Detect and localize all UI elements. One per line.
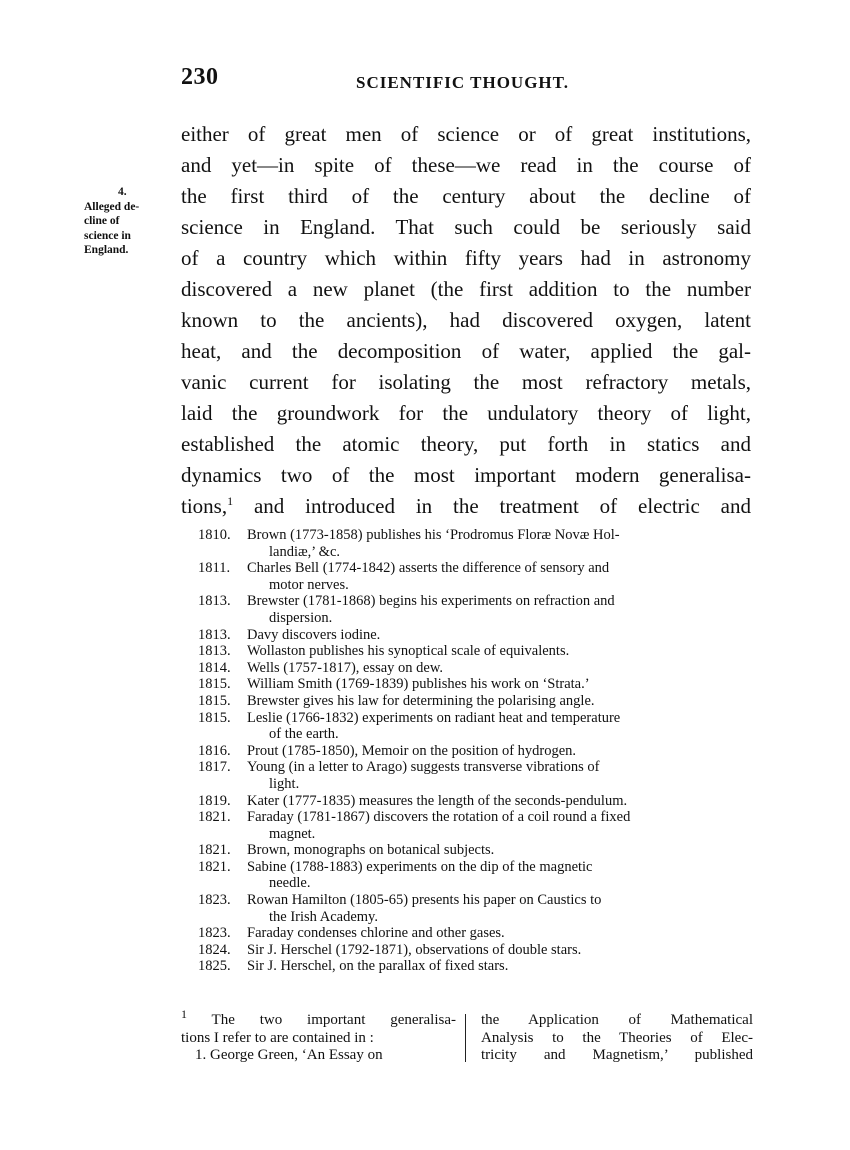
- chronology-entry: [198, 527, 753, 560]
- sidenote: [84, 185, 174, 258]
- chronology-line: Faraday condenses chlorine and other gases.: [247, 925, 505, 942]
- footnote-left-column: [181, 1007, 456, 1065]
- chronology-line: Kater (1777-1835) measures the length of the seconds-pendulum.: [247, 792, 628, 809]
- body-line: science in England. That such could be seriously said: [181, 215, 751, 239]
- chronology-continuation: dispersion.: [269, 609, 333, 626]
- chronology-continuation: light.: [269, 775, 300, 792]
- chronology-list: [198, 527, 753, 975]
- chronology-line: Brewster (1781-1868) begins his experiments on refraction and: [247, 593, 615, 610]
- footnote-line: tricity and Magnetism,’ published: [481, 1047, 753, 1063]
- chronology-line: Davy discovers iodine.: [247, 626, 381, 643]
- chronology-year: 1823.: [198, 925, 231, 942]
- body-text: [181, 119, 751, 522]
- chronology-year: 1817.: [198, 759, 231, 776]
- body-line: either of great men of science or of great institutions,: [181, 122, 751, 146]
- chronology-continuation: motor nerves.: [269, 576, 349, 593]
- chronology-entry: [198, 593, 753, 626]
- body-line-prefix: tions,: [181, 494, 228, 518]
- footnote-line: $^1$ The two important generalisa-: [181, 1007, 456, 1028]
- chronology-year: 1813.: [198, 626, 231, 643]
- chronology-text: [247, 676, 753, 693]
- chronology-line: Sabine (1788-1883) experiments on the dip of the magnetic: [247, 858, 593, 875]
- chronology-year: 1816.: [198, 742, 231, 759]
- chronology-year: 1813.: [198, 593, 231, 610]
- footnote-line: the Application of Mathematical: [481, 1012, 753, 1028]
- footnote-divider: [465, 1014, 466, 1062]
- chronology-text: [247, 859, 753, 892]
- chronology-line: Leslie (1766-1832) experiments on radiant heat and temperature: [247, 709, 621, 726]
- chronology-entry: [198, 643, 753, 660]
- chronology-entry: [198, 925, 753, 942]
- chronology-text: [247, 743, 753, 760]
- chronology-entry: [198, 809, 753, 842]
- chronology-entry: [198, 958, 753, 975]
- chronology-entry: [198, 942, 753, 959]
- chronology-year: 1815.: [198, 692, 231, 709]
- chronology-line: Rowan Hamilton (1805-65) presents his paper on Caustics to: [247, 892, 602, 909]
- chronology-line: Brown (1773-1858) publishes his ‘Prodromus Floræ Novæ Hol-: [247, 527, 620, 543]
- footnote-line: tions I refer to are contained in :: [181, 1029, 374, 1046]
- chronology-line: Prout (1785-1850), Memoir on the position of hydrogen.: [247, 742, 577, 759]
- chronology-year: 1825.: [198, 958, 231, 975]
- body-line: discovered a new planet (the first addition to the number: [181, 277, 751, 301]
- chronology-year: 1819.: [198, 792, 231, 809]
- chronology-line: Sir J. Herschel, on the parallax of fixed stars.: [247, 958, 509, 975]
- chronology-entry: [198, 660, 753, 677]
- chronology-entry: [198, 859, 753, 892]
- chronology-text: [247, 842, 753, 859]
- chronology-text: [247, 560, 753, 593]
- chronology-line: Faraday (1781-1867) discovers the rotation of a coil round a fixed: [247, 809, 631, 826]
- chronology-line: Young (in a letter to Arago) suggests transverse vibrations of: [247, 759, 600, 776]
- chronology-text: [247, 660, 753, 677]
- running-head: SCIENTIFIC THOUGHT.: [356, 73, 569, 92]
- chronology-entry: [198, 759, 753, 792]
- chronology-text: [247, 809, 753, 842]
- sidenote-line: Alleged de-: [84, 200, 140, 213]
- body-line: of a country which within fifty years had in astronomy: [181, 246, 751, 270]
- chronology-line: Wells (1757-1817), essay on dew.: [247, 659, 444, 676]
- chronology-year: 1810.: [198, 527, 231, 543]
- chronology-text: [247, 793, 753, 810]
- chronology-continuation: the Irish Academy.: [269, 908, 378, 925]
- chronology-line: Brewster gives his law for determining the polarising angle.: [247, 692, 595, 709]
- sidenote-line: science in: [84, 229, 131, 242]
- sidenote-line: cline of: [84, 215, 120, 227]
- footnote-reference: 1: [227, 494, 234, 508]
- sidenote-line: England.: [84, 244, 129, 256]
- chronology-text: [247, 527, 753, 560]
- chronology-text: [247, 693, 753, 710]
- chronology-continuation: of the earth.: [269, 726, 339, 743]
- chronology-year: 1813.: [198, 643, 231, 660]
- chronology-text: [247, 710, 753, 743]
- body-line: established the atomic theory, put forth in statics and: [181, 432, 751, 456]
- chronology-year: 1823.: [198, 892, 231, 909]
- chronology-year: 1824.: [198, 941, 231, 958]
- body-line: the first third of the century about the decline of: [181, 184, 751, 208]
- chronology-text: [247, 627, 753, 644]
- chronology-text: [247, 892, 753, 925]
- page-number: 230: [181, 64, 219, 90]
- body-line: dynamics two of the most important modern generalisa-: [181, 463, 751, 487]
- chronology-entry: [198, 560, 753, 593]
- footnote-marker: 1: [181, 1007, 187, 1021]
- chronology-line: Brown, monographs on botanical subjects.: [247, 842, 495, 859]
- chronology-entry: [198, 793, 753, 810]
- chronology-entry: [198, 627, 753, 644]
- body-line: laid the groundwork for the undulatory theory of light,: [181, 401, 751, 425]
- chronology-continuation: needle.: [269, 875, 311, 892]
- chronology-text: [247, 942, 753, 959]
- chronology-line: Sir J. Herschel (1792-1871), observations of double stars.: [247, 941, 582, 958]
- body-line: vanic current for isolating the most refractory metals,: [181, 370, 751, 394]
- sidenote-number: 4.: [118, 186, 127, 198]
- chronology-year: 1821.: [198, 842, 231, 859]
- body-line-last: [181, 491, 751, 522]
- footnote-right-column: [481, 1012, 753, 1065]
- chronology-year: 1815.: [198, 676, 231, 693]
- chronology-text: [247, 643, 753, 660]
- chronology-text: [247, 759, 753, 792]
- chronology-year: 1821.: [198, 858, 231, 875]
- chronology-entry: [198, 892, 753, 925]
- body-line-rest: and introduced in the treatment of electric and: [253, 494, 751, 518]
- body-line: heat, and the decomposition of water, applied the gal-: [181, 339, 751, 363]
- chronology-year: 1814.: [198, 659, 231, 676]
- chronology-year: 1821.: [198, 809, 231, 826]
- body-line: and yet—in spite of these—we read in the course of: [181, 153, 751, 177]
- chronology-text: [247, 925, 753, 942]
- chronology-entry: [198, 743, 753, 760]
- body-line: known to the ancients), had discovered oxygen, latent: [181, 308, 751, 332]
- chronology-entry: [198, 710, 753, 743]
- chronology-continuation: landiæ,’ &c.: [269, 543, 341, 560]
- chronology-entry: [198, 842, 753, 859]
- chronology-text: [247, 958, 753, 975]
- chronology-line: Charles Bell (1774-1842) asserts the difference of sensory and: [247, 560, 610, 577]
- chronology-year: 1811.: [198, 560, 231, 577]
- footnote-line: Analysis to the Theories of Elec-: [481, 1029, 753, 1046]
- chronology-line: Wollaston publishes his synoptical scale of equivalents.: [247, 643, 570, 660]
- chronology-text: [247, 593, 753, 626]
- chronology-entry: [198, 693, 753, 710]
- chronology-line: William Smith (1769-1839) publishes his work on ‘Strata.’: [247, 676, 590, 693]
- chronology-year: 1815.: [198, 709, 231, 726]
- footnote-line: 1. George Green, ‘An Essay on: [195, 1047, 383, 1063]
- chronology-continuation: magnet.: [269, 825, 316, 842]
- chronology-entry: [198, 676, 753, 693]
